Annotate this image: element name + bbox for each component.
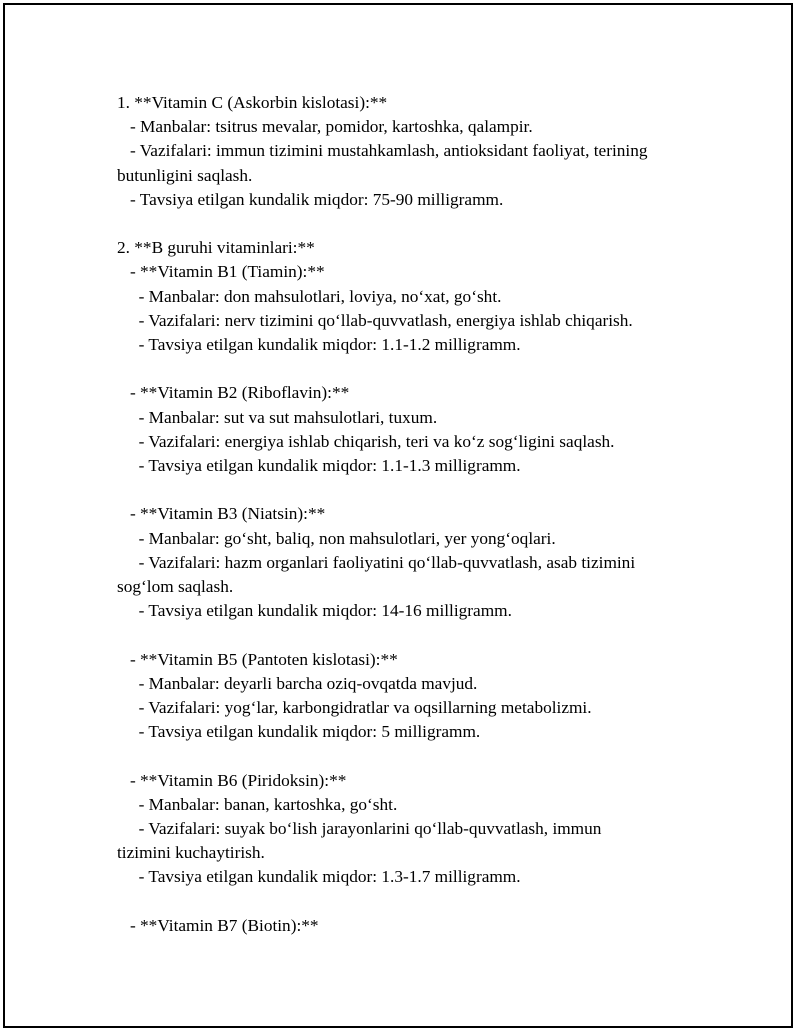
text-line: - Tavsiya etilgan kundalik miqdor: 75-90 milligramm. — [117, 189, 504, 209]
text-line: - Manbalar: sut va sut mahsulotlari, tuxum. — [117, 407, 438, 427]
text-line: - Tavsiya etilgan kundalik miqdor: 1.1-1.3 milligramm. — [117, 456, 521, 476]
text-line: - Vazifalari: yog‘lar, karbongidratlar va oqsillarning metabolizmi. — [117, 698, 592, 718]
text-line: - Manbalar: go‘sht, baliq, non mahsulotlari, yer yong‘oqlari. — [117, 528, 556, 548]
text-line: - **Vitamin B2 (Riboflavin):** — [117, 383, 350, 403]
blank-line — [117, 212, 702, 236]
text-line: 1. **Vitamin C (Askorbin kislotasi):** — [117, 93, 388, 112]
text-line: - Vazifalari: energiya ishlab chiqarish, teri va ko‘z sog‘ligini saqlash. — [117, 431, 615, 451]
text-line: - Tavsiya etilgan kundalik miqdor: 5 milligramm. — [117, 722, 481, 742]
text-line: - **Vitamin B6 (Piridoksin):** — [117, 770, 347, 790]
text-line: - **Vitamin B1 (Tiamin):** — [117, 262, 325, 282]
document-body — [117, 91, 702, 938]
text-line: - Vazifalari: immun tizimini mustahkamlash, antioksidant faoliyat, terining — [117, 141, 648, 161]
text-line: 2. **B guruhi vitaminlari:** — [117, 238, 315, 258]
text-line: - Vazifalari: suyak bo‘lish jarayonlarini qo‘llab-quvvatlash, immun — [117, 819, 602, 839]
text-line: - Tavsiya etilgan kundalik miqdor: 14-16 milligramm. — [117, 601, 512, 621]
text-line: - **Vitamin B5 (Pantoten kislotasi):** — [117, 649, 398, 669]
blank-line — [117, 357, 702, 381]
text-line: - Manbalar: deyarli barcha oziq-ovqatda mavjud. — [117, 673, 478, 693]
text-line: - Manbalar: don mahsulotlari, loviya, no‘xat, go‘sht. — [117, 286, 502, 306]
text-line: - **Vitamin B3 (Niatsin):** — [117, 504, 326, 524]
text-line: sog‘lom saqlash. — [117, 577, 234, 597]
text-line: - Vazifalari: nerv tizimini qo‘llab-quvvatlash, energiya ishlab chiqarish. — [117, 310, 633, 330]
text-line: - Tavsiya etilgan kundalik miqdor: 1.3-1.7 milligramm. — [117, 867, 521, 887]
text-line: - **Vitamin B7 (Biotin):** — [117, 915, 319, 935]
text-line: - Vazifalari: hazm organlari faoliyatini qo‘llab-quvvatlash, asab tizimini — [117, 552, 636, 572]
text-line: butunligini saqlash. — [117, 165, 253, 185]
blank-line — [117, 744, 702, 768]
blank-line — [117, 623, 702, 647]
text-line: - Manbalar: tsitrus mevalar, pomidor, kartoshka, qalampir. — [117, 117, 533, 137]
text-line: - Tavsiya etilgan kundalik miqdor: 1.1-1.2 milligramm. — [117, 335, 521, 355]
text-line: - Manbalar: banan, kartoshka, go‘sht. — [117, 794, 398, 814]
text-line: tizimini kuchaytirish. — [117, 843, 265, 863]
blank-line — [117, 478, 702, 502]
blank-line — [117, 890, 702, 914]
